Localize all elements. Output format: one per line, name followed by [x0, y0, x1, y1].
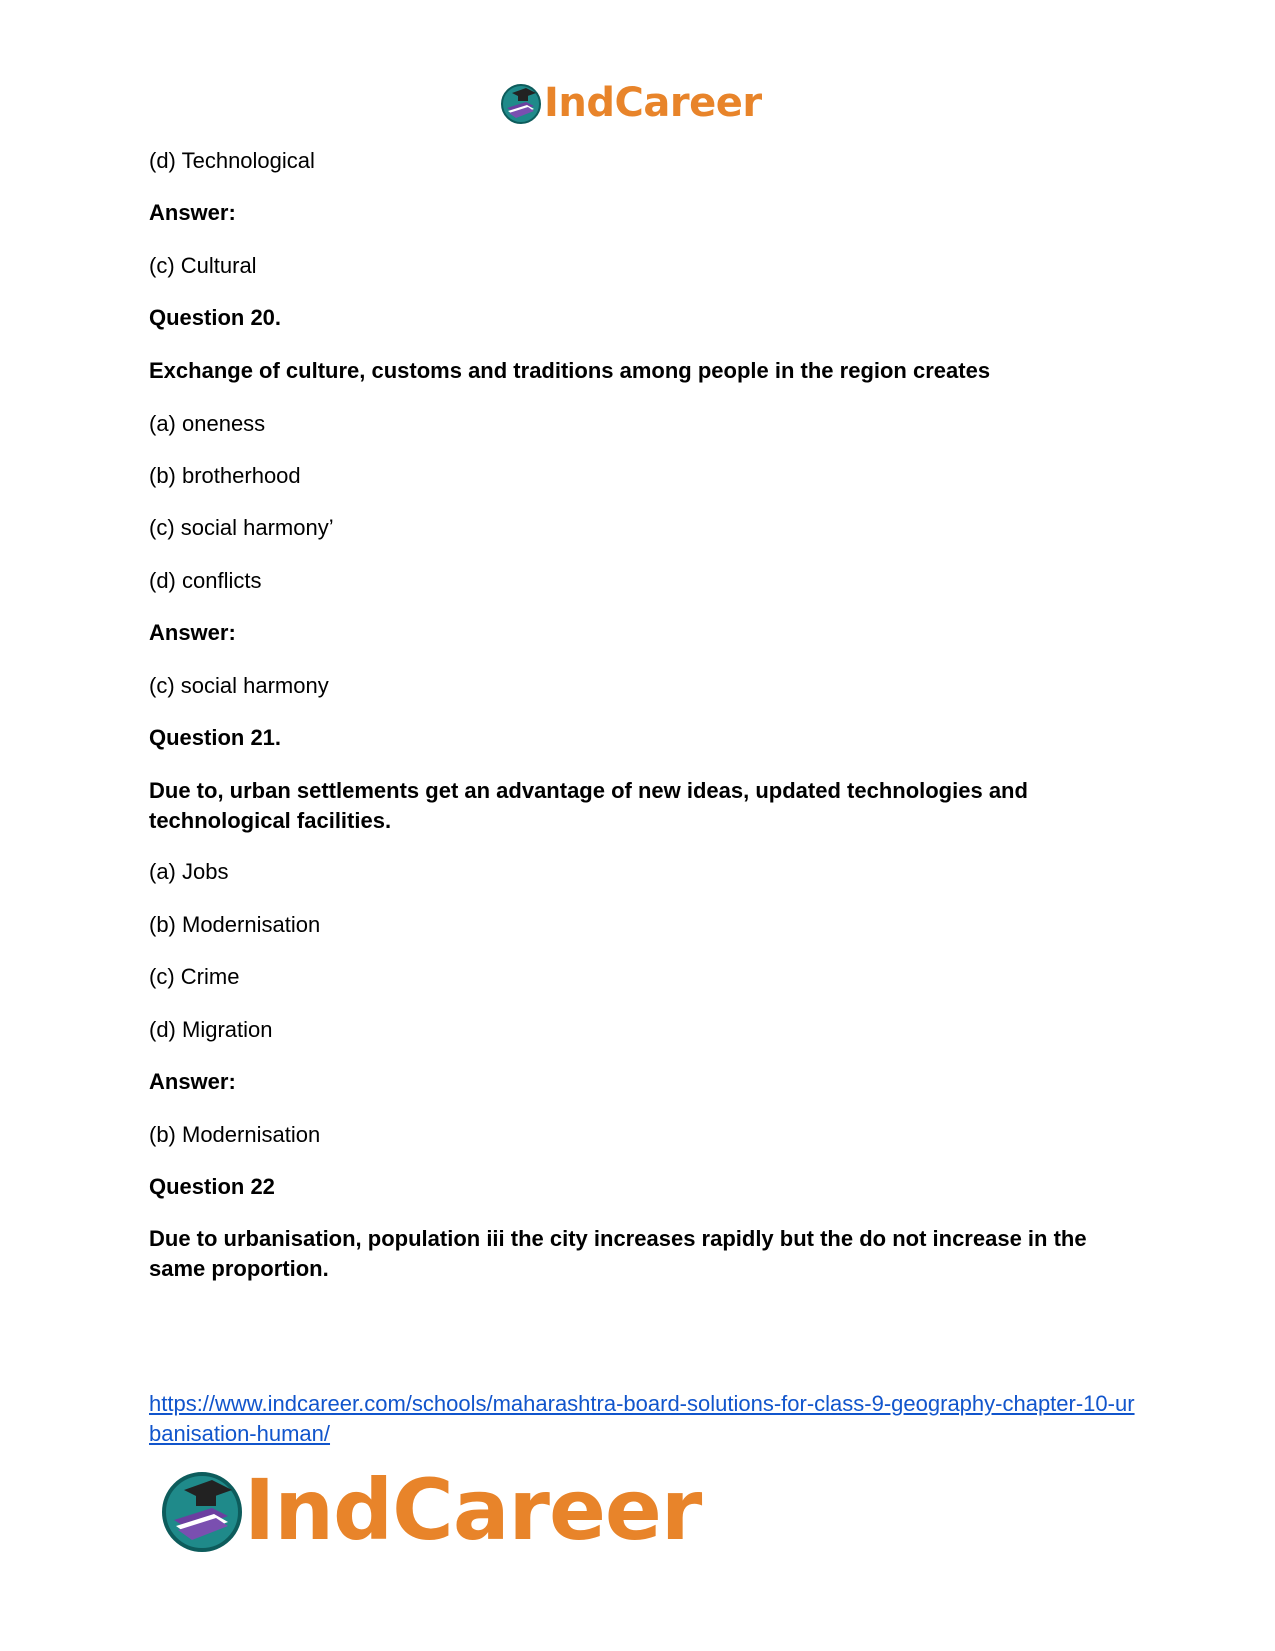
logo-wordmark: IndCareer [244, 1461, 702, 1559]
answer-text: (c) Cultural [149, 253, 257, 278]
option-line: (a) oneness [149, 411, 266, 436]
option-line: (b) Modernisation [149, 912, 321, 937]
answer-text: (c) social harmony [149, 673, 329, 698]
question-heading: Question 20. [149, 305, 282, 330]
question-text: Due to, urban settlements get an advantage of new ideas, updated technologies and technological facilities. [149, 778, 1028, 833]
logo-wordmark: IndCareer [544, 80, 762, 126]
question-heading: Question 21. [149, 725, 282, 750]
globe-book-icon [500, 82, 542, 124]
question-heading: Question 22 [149, 1174, 275, 1199]
indcareer-logo-footer [160, 1460, 701, 1560]
question-text: Exchange of culture, customs and traditions among people in the region creates [149, 358, 991, 383]
option-line: (c) social harmony’ [149, 515, 334, 540]
answer-label: Answer: [149, 1069, 236, 1094]
option-line: (d) Migration [149, 1017, 273, 1042]
option-line: (c) Crime [149, 964, 240, 989]
answer-label: Answer: [149, 200, 236, 225]
answer-label: Answer: [149, 620, 236, 645]
indcareer-logo-header [500, 78, 762, 128]
globe-book-icon [160, 1468, 244, 1552]
option-line: (d) Technological [149, 148, 315, 173]
option-line: (b) brotherhood [149, 463, 301, 488]
option-line: (d) conflicts [149, 568, 262, 593]
question-text: Due to urbanisation, population iii the city increases rapidly but the do not increase in the same proportion. [149, 1226, 1087, 1281]
source-link[interactable]: https://www.indcareer.com/schools/maharashtra-board-solutions-for-class-9-geography-chapter-10-urbanisation-human/ [149, 1391, 1135, 1446]
option-line: (a) Jobs [149, 859, 229, 884]
answer-text: (b) Modernisation [149, 1122, 321, 1147]
